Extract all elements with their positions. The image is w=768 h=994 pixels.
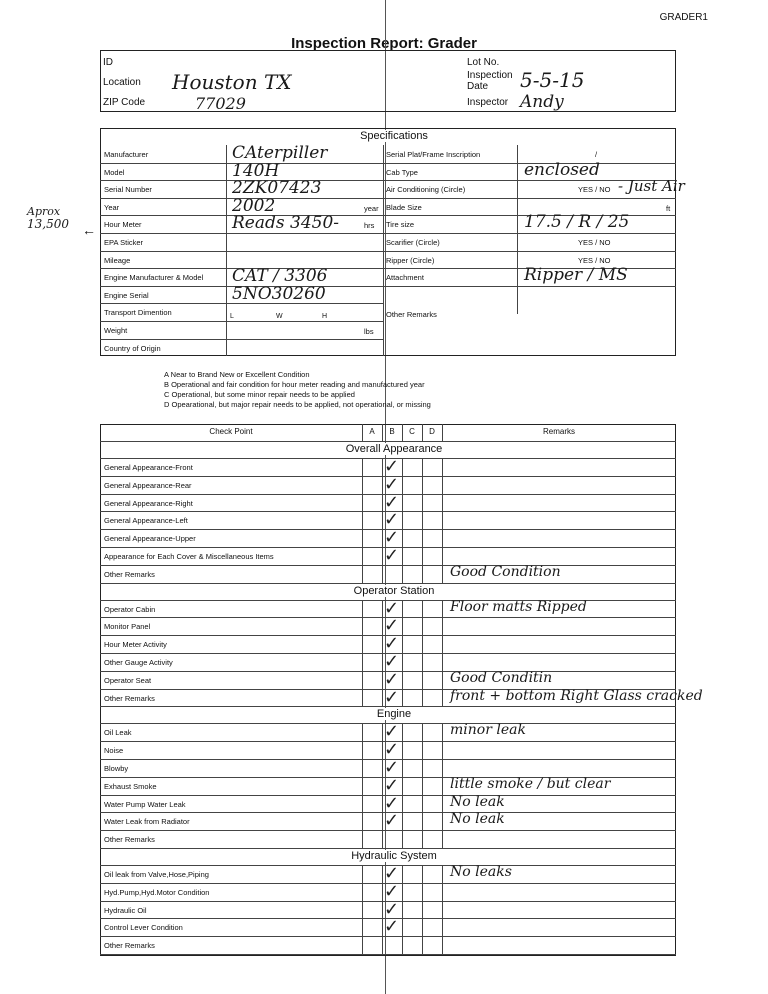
spec-unit: hrs bbox=[364, 221, 375, 231]
spec-label: Transport Dimention bbox=[104, 308, 172, 318]
spec-right-label: Tire size bbox=[386, 220, 415, 230]
col-b: B bbox=[389, 427, 395, 436]
check-mark[interactable]: ✓ bbox=[384, 509, 400, 531]
checkpoint-label: Blowby bbox=[104, 764, 129, 773]
spec-right-note: - Just Air bbox=[618, 177, 685, 196]
header-row-line bbox=[100, 441, 676, 442]
zip-label: ZIP Code bbox=[103, 97, 146, 108]
section-heading: Hydraulic System bbox=[300, 850, 488, 862]
spec-label: Hour Meter bbox=[104, 220, 142, 230]
checkpoint-label: Appearance for Each Cover & Miscellaneous Items bbox=[104, 552, 274, 561]
checkpoint-label: Other Remarks bbox=[104, 941, 155, 951]
spec-row-line bbox=[100, 303, 384, 304]
spec-value[interactable]: 140H bbox=[232, 160, 280, 181]
spec-label: EPA Sticker bbox=[104, 238, 144, 247]
check-mark[interactable]: ✓ bbox=[384, 668, 400, 690]
spec-label: Engine Manufacturer & Model bbox=[104, 273, 204, 283]
col-a: A bbox=[369, 427, 375, 436]
section-heading: Engine bbox=[300, 708, 488, 720]
check-mark[interactable]: ✓ bbox=[384, 456, 400, 477]
spec-value[interactable]: CAterpiller bbox=[232, 143, 328, 163]
col-line bbox=[382, 424, 383, 441]
item-row-line bbox=[100, 848, 676, 849]
col-line bbox=[422, 458, 423, 583]
checkpoint-label: Noise bbox=[104, 746, 124, 756]
spec-row-line bbox=[100, 233, 384, 234]
checkpoint-label: Water Leak from Radiator bbox=[104, 817, 190, 827]
legend-line: D Opearational, but major repair needs to be applied, not operational, or missing bbox=[164, 400, 431, 409]
col-line bbox=[382, 600, 383, 707]
spec-right-row-line bbox=[384, 198, 676, 199]
spec-value[interactable]: 5NO30260 bbox=[232, 283, 326, 304]
remark-value[interactable]: Floor matts Ripped bbox=[450, 598, 587, 615]
col-line bbox=[402, 723, 403, 848]
col-line bbox=[362, 600, 363, 707]
legend-line: C Operational, but some minor repair needs to be applied bbox=[164, 390, 355, 399]
spec-right-value[interactable]: YES / NO bbox=[578, 238, 611, 247]
col-line bbox=[382, 458, 383, 583]
checkpoint-label: Hyd.Pump,Hyd.Motor Condition bbox=[104, 887, 210, 897]
document-code: GRADER1 bbox=[659, 12, 708, 23]
spec-right-row-line bbox=[384, 233, 676, 234]
col-line bbox=[402, 458, 403, 583]
remark-value[interactable]: Good Condition bbox=[450, 563, 561, 580]
spec-unit: lbs bbox=[364, 327, 374, 336]
col-c: C bbox=[409, 427, 415, 436]
check-mark[interactable]: ✓ bbox=[384, 615, 400, 637]
col-line bbox=[382, 723, 383, 848]
col-remarks: Remarks bbox=[542, 427, 575, 436]
legend-line: B Operational and fair condition for hour meter reading and manufactured year bbox=[164, 380, 425, 389]
location-value[interactable]: Houston TX bbox=[172, 70, 292, 94]
spec-label: Weight bbox=[104, 326, 128, 335]
col-line bbox=[442, 865, 443, 954]
col-line bbox=[422, 600, 423, 707]
col-line bbox=[422, 424, 423, 441]
remark-value[interactable]: No leak bbox=[450, 793, 505, 810]
spec-label: Mileage bbox=[104, 255, 131, 265]
spec-label: Serial Number bbox=[104, 185, 152, 195]
spec-row-line bbox=[100, 339, 384, 340]
inspector-label: Inspector bbox=[467, 97, 509, 108]
check-mark[interactable]: ✓ bbox=[384, 491, 400, 513]
checkpoint-label: Other Remarks bbox=[104, 569, 155, 579]
check-mark[interactable]: ✓ bbox=[384, 863, 400, 884]
check-mark[interactable]: ✓ bbox=[384, 633, 400, 655]
checkpoint-label: Oil leak from Valve,Hose,Piping bbox=[104, 870, 209, 879]
spec-right-value[interactable]: 17.5 / R / 25 bbox=[524, 212, 630, 233]
page-title: Inspection Report: Grader bbox=[291, 35, 477, 52]
spec-label: Year bbox=[104, 202, 120, 212]
col-line bbox=[442, 458, 443, 583]
col-d: D bbox=[429, 427, 435, 436]
spec-right-label: Air Conditioning (Circle) bbox=[386, 185, 466, 195]
margin-note: Aprox 13,500 bbox=[27, 205, 69, 231]
checkpoint-label: Operator Cabin bbox=[104, 604, 156, 614]
checkpoint-label: General Appearance-Right bbox=[104, 498, 193, 508]
spec-right-value[interactable]: enclosed bbox=[524, 159, 600, 180]
checkpoint-label: Other Gauge Activity bbox=[104, 658, 173, 667]
transport-dim-label: W bbox=[276, 313, 283, 321]
checkpoint-label: Monitor Panel bbox=[104, 622, 151, 632]
check-mark[interactable]: ✓ bbox=[384, 527, 400, 549]
transport-dim-label: L bbox=[230, 313, 234, 321]
spec-right-value[interactable]: YES / NO bbox=[578, 185, 611, 195]
check-mark[interactable]: ✓ bbox=[384, 473, 400, 495]
check-mark[interactable]: ✓ bbox=[384, 757, 400, 778]
item-row-line bbox=[100, 706, 676, 707]
col-line bbox=[402, 865, 403, 954]
section-heading: Operator Station bbox=[300, 585, 488, 597]
spec-right-label: Serial Plat/Frame Inscription bbox=[386, 150, 481, 159]
check-mark[interactable]: ✓ bbox=[384, 686, 400, 708]
spec-row-line bbox=[100, 251, 384, 252]
item-row-line bbox=[100, 830, 676, 831]
inspection-date-label: Inspection bbox=[467, 70, 513, 81]
checkpoint-label: Control Lever Condition bbox=[104, 923, 183, 933]
checkpoint-label: Hour Meter Activity bbox=[104, 640, 167, 650]
remark-value[interactable]: No leak bbox=[450, 811, 505, 828]
remark-value[interactable]: No leaks bbox=[450, 864, 512, 880]
spec-right-label: Blade Size bbox=[386, 202, 422, 212]
checkpoint-label: General Appearance-Front bbox=[104, 463, 193, 472]
check-mark[interactable]: ✓ bbox=[384, 916, 400, 938]
col-line bbox=[362, 458, 363, 583]
checkpoint-label: General Appearance-Rear bbox=[104, 480, 192, 490]
inspection-date-value[interactable]: 5-5-15 bbox=[520, 68, 585, 92]
checkpoint-label: Operator Seat bbox=[104, 675, 152, 685]
item-row-line bbox=[100, 565, 676, 566]
col-line bbox=[442, 723, 443, 848]
col-line bbox=[402, 600, 403, 707]
spec-right-row-line bbox=[384, 286, 676, 287]
legend-line: A Near to Brand New or Excellent Condition bbox=[164, 370, 310, 379]
inspection-date-label-2: Date bbox=[467, 81, 489, 92]
zip-value[interactable]: 77029 bbox=[195, 94, 246, 113]
check-mark[interactable]: ✓ bbox=[384, 774, 400, 796]
col-line bbox=[362, 865, 363, 954]
spec-row-line bbox=[100, 321, 384, 322]
transport-dim-label: H bbox=[322, 313, 328, 321]
spec-right-label: Attachment bbox=[386, 273, 424, 283]
check-mark[interactable]: ✓ bbox=[384, 597, 400, 619]
col-line bbox=[442, 424, 443, 441]
check-mark[interactable]: ✓ bbox=[384, 792, 400, 814]
check-mark[interactable]: ✓ bbox=[384, 898, 400, 920]
checkpoint-label: Exhaust Smoke bbox=[104, 781, 157, 791]
col-checkpoint: Check Point bbox=[209, 427, 253, 436]
col-line bbox=[362, 723, 363, 848]
item-row-line bbox=[100, 583, 676, 584]
spec-right-value[interactable]: YES / NO bbox=[578, 255, 611, 265]
col-line bbox=[362, 424, 363, 441]
checkpoint-label: Other Remarks bbox=[104, 693, 155, 703]
inspector-value[interactable]: Andy bbox=[520, 92, 564, 112]
check-mark[interactable]: ✓ bbox=[384, 545, 400, 566]
check-mark[interactable]: ✓ bbox=[384, 651, 400, 672]
checkpoint-label: General Appearance-Left bbox=[104, 516, 188, 526]
spec-right-value[interactable]: / bbox=[595, 150, 598, 159]
spec-value[interactable]: 2002 bbox=[232, 195, 276, 216]
spec-label: Manufacturer bbox=[104, 150, 149, 159]
col-line bbox=[442, 600, 443, 707]
remark-value[interactable]: little smoke / but clear bbox=[450, 775, 611, 792]
checkpoint-label: Hydraulic Oil bbox=[104, 905, 147, 915]
spec-right-label: Other Remarks bbox=[386, 309, 437, 319]
spec-label: Model bbox=[104, 167, 125, 177]
remark-value[interactable]: front + bottom Right Glass cracked bbox=[450, 687, 703, 704]
spec-label: Country of Origin bbox=[104, 343, 161, 353]
id-label: ID bbox=[103, 57, 113, 68]
checkpoint-label: General Appearance-Upper bbox=[104, 534, 196, 544]
spec-right-label: Scarifier (Circle) bbox=[386, 238, 440, 247]
check-mark[interactable]: ✓ bbox=[384, 880, 400, 902]
spec-right-value[interactable]: Ripper / MS bbox=[524, 265, 628, 286]
check-mark[interactable]: ✓ bbox=[384, 739, 400, 761]
lot-label: Lot No. bbox=[467, 57, 500, 68]
check-mark[interactable]: ✓ bbox=[384, 721, 400, 743]
checkpoint-label: Oil Leak bbox=[104, 728, 132, 738]
spec-label: Engine Serial bbox=[104, 290, 149, 300]
spec-value[interactable]: 2ZK07423 bbox=[232, 178, 322, 199]
col-line bbox=[382, 865, 383, 954]
remark-value[interactable]: minor leak bbox=[450, 722, 526, 739]
col-line bbox=[422, 865, 423, 954]
col-line bbox=[402, 424, 403, 441]
check-mark[interactable]: ✓ bbox=[384, 810, 400, 832]
spec-right-label: Cab Type bbox=[386, 167, 418, 177]
spec-right-row-line bbox=[384, 251, 676, 252]
col-line bbox=[422, 723, 423, 848]
specs-heading: Specifications bbox=[330, 130, 458, 142]
spec-value[interactable]: CAT / 3306 bbox=[232, 266, 328, 287]
item-row-line bbox=[100, 954, 676, 955]
spec-right-label: Ripper (Circle) bbox=[386, 255, 435, 265]
arrow-icon: ← bbox=[82, 222, 96, 238]
spec-unit: year bbox=[364, 203, 379, 213]
remark-value[interactable]: Good Conditin bbox=[450, 669, 553, 686]
location-label: Location bbox=[103, 77, 141, 88]
checkpoint-label: Other Remarks bbox=[104, 835, 155, 845]
spec-right-unit: ft bbox=[666, 203, 671, 213]
item-row-line bbox=[100, 936, 676, 937]
spec-value[interactable]: Reads 3450- bbox=[232, 213, 340, 234]
section-heading: Overall Appearance bbox=[300, 443, 488, 455]
checkpoint-label: Water Pump Water Leak bbox=[104, 799, 186, 809]
